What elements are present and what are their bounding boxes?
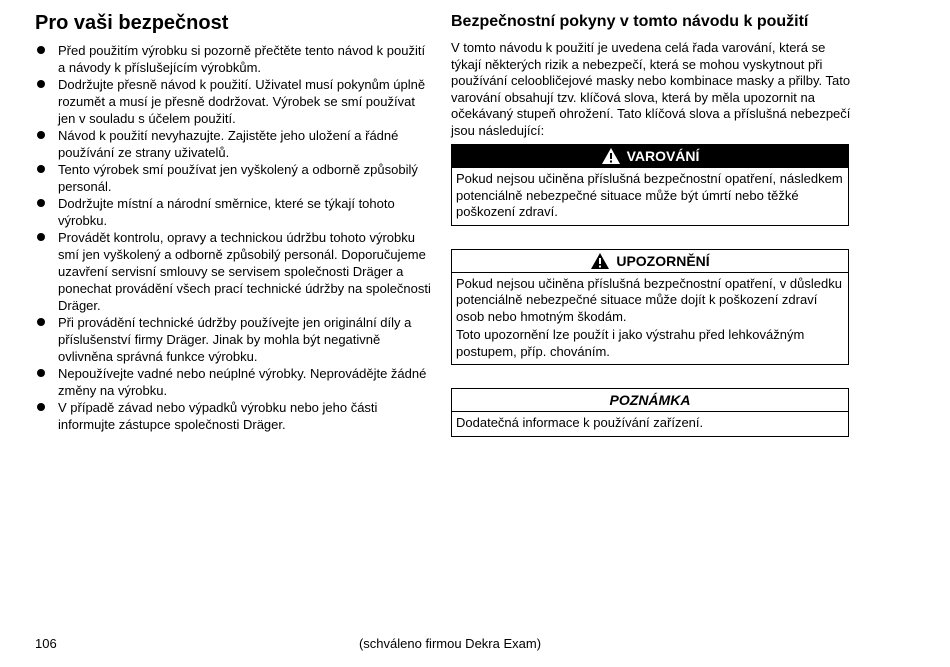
caution-body bbox=[452, 273, 848, 365]
note-box bbox=[451, 388, 849, 437]
approval-footer: (schváleno firmou Dekra Exam) bbox=[358, 636, 542, 651]
bullet-item: Před použitím výrobku si pozorně přečtěte tento návod k použití a návody k příslušejícím výrobkům. bbox=[35, 42, 435, 76]
bullet-icon bbox=[37, 165, 45, 173]
bullet-item: Tento výrobek smí používat jen vyškolený a odborně způsobilý personál. bbox=[35, 161, 435, 195]
bullet-icon bbox=[37, 131, 45, 139]
right-column bbox=[451, 10, 851, 437]
page-number: 106 bbox=[35, 636, 57, 651]
section-title: Pro vaši bezpečnost bbox=[35, 12, 229, 34]
warning-label: VAROVÁNÍ bbox=[626, 148, 700, 164]
bullet-item: Dodržujte místní a národní směrnice, které se týkají tohoto výrobku. bbox=[35, 195, 435, 229]
bullet-item: V případě závad nebo výpadků výrobku nebo jeho části informujte zástupce společnosti Dräger. bbox=[35, 399, 435, 433]
warning-triangle-icon bbox=[601, 147, 621, 165]
warning-body bbox=[452, 168, 848, 225]
caution-header bbox=[452, 250, 848, 273]
subsection-title: Bezpečnostní pokyny v tomto návodu k použití bbox=[451, 13, 809, 30]
caution-label: UPOZORNĚNÍ bbox=[616, 252, 710, 269]
bullet-item: Dodržujte přesně návod k použití. Uživatel musí pokynům úplně rozumět a musí je přesně dodržovat. Výrobek se smí používat jen v souladu s účelem použití. bbox=[35, 76, 435, 127]
bullet-item: Při provádění technické údržby používejte jen originální díly a příslušenství firmy Dräger. Jinak by mohla být negativně ovlivněna správná funkce výrobku. bbox=[35, 314, 435, 365]
bullet-item: Návod k použití nevyhazujte. Zajistěte jeho uložení a řádné používání ze strany uživatelů. bbox=[35, 127, 435, 161]
caution-text-secondary: Toto upozornění lze použít i jako výstrahu před lehkovážným postupem, příp. chováním. bbox=[456, 327, 805, 359]
note-body bbox=[452, 412, 848, 436]
bullet-icon bbox=[37, 233, 45, 241]
intro-paragraph: V tomto návodu k použití je uvedena celá řada varování, která se týkají některých rizik a nebezpečí, která se mohou vyskytnout při používání celoobličejové masky nebo kombinace masky a přilby. Tato varování obsahují tzv. klíčová slova, která by měla upozornit na očekávaný stupeň ohrožení. Tato klíčová slova a příslušná nebezpečí jsou následující: bbox=[451, 40, 851, 138]
warning-box bbox=[451, 144, 849, 226]
bullet-icon bbox=[37, 369, 45, 377]
caution-text: Pokud nejsou učiněna příslušná bezpečnostní opatření, v důsledku potenciálně nebezpečné situace může dojít k poškození zdraví osob nebo hmotným škodám. bbox=[456, 275, 842, 324]
bullet-item: Nepoužívejte vadné nebo neúplné výrobky. Neprovádějte žádné změny na výrobku. bbox=[35, 365, 435, 399]
note-text: Dodatečná informace k používání zařízení. bbox=[456, 415, 704, 430]
bullet-icon bbox=[37, 80, 45, 88]
safety-bullet-list bbox=[35, 42, 435, 433]
note-header bbox=[452, 389, 848, 412]
bullet-icon bbox=[37, 318, 45, 326]
bullet-item: Provádět kontrolu, opravy a technickou údržbu tohoto výrobku smí jen vyškolený a odborně způsobilý personál. Doporučujeme uzavření servisní smlouvy se servisem společnosti Dräger a ponechat provádění všech prací technické údržby na společnosti Dräger. bbox=[35, 229, 435, 314]
bullet-icon bbox=[37, 199, 45, 207]
warning-text: Pokud nejsou učiněna příslušná bezpečnostní opatření, následkem potenciálně nebezpečné situace může být úmrtí nebo těžké poškození zdraví. bbox=[456, 171, 843, 219]
bullet-icon bbox=[37, 46, 45, 54]
note-label: POZNÁMKA bbox=[609, 392, 691, 408]
caution-triangle-icon bbox=[590, 252, 610, 270]
bullet-icon bbox=[37, 403, 45, 411]
caution-box bbox=[451, 249, 849, 366]
left-column bbox=[35, 10, 435, 433]
warning-header bbox=[452, 145, 848, 168]
